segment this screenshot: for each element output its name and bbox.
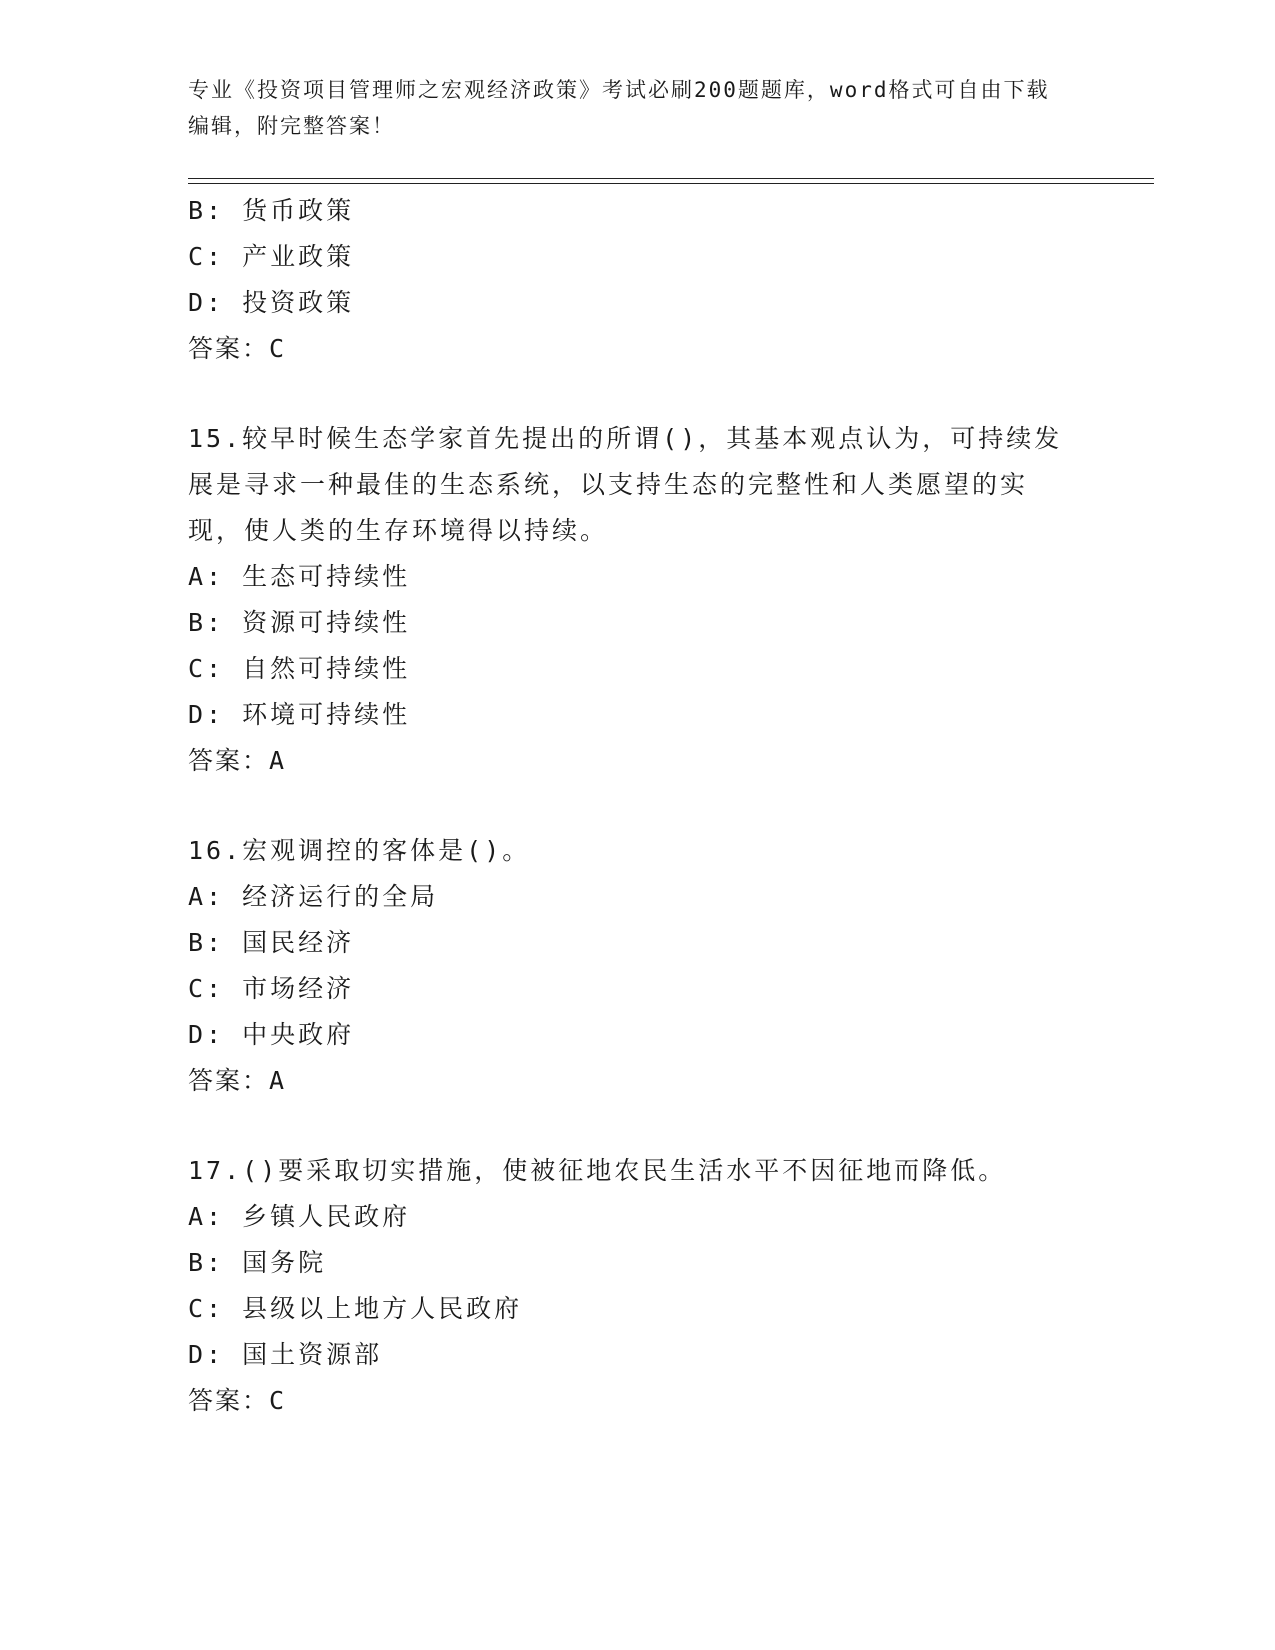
option-c [188, 966, 1088, 1012]
option-c [188, 234, 1088, 280]
option-c [188, 1286, 1088, 1332]
option-key: B: [188, 608, 225, 637]
option-b [188, 600, 1088, 646]
option-text: 货币政策 [242, 196, 355, 225]
answer-label: 答案： [188, 334, 270, 363]
question-14-tail [188, 188, 1088, 372]
option-d [188, 280, 1088, 326]
question-stem: 16.宏观调控的客体是()。 [188, 836, 531, 865]
option-text: 经济运行的全局 [242, 882, 439, 911]
header-divider-top [188, 178, 1154, 179]
option-key: D: [188, 288, 225, 317]
option-key: A: [188, 882, 225, 911]
answer-value: C [269, 334, 287, 363]
answer-label: 答案： [188, 1386, 270, 1415]
option-text: 资源可持续性 [242, 608, 411, 637]
option-key: D: [188, 700, 225, 729]
option-d [188, 1332, 1088, 1378]
question-16 [188, 828, 1088, 1104]
option-text: 生态可持续性 [242, 562, 411, 591]
header-divider-bottom [188, 183, 1154, 184]
option-a [188, 1194, 1088, 1240]
option-b [188, 1240, 1088, 1286]
option-key: A: [188, 562, 225, 591]
option-c [188, 646, 1088, 692]
answer-value: A [269, 746, 287, 775]
option-key: C: [188, 974, 225, 1003]
option-key: B: [188, 928, 225, 957]
question-stem: 17.()要采取切实措施，使被征地农民生活水平不因征地而降低。 [188, 1156, 1007, 1185]
option-key: A: [188, 1202, 225, 1231]
option-text: 投资政策 [242, 288, 355, 317]
answer-value: C [269, 1386, 287, 1415]
question-17 [188, 1148, 1088, 1424]
option-b [188, 920, 1088, 966]
option-text: 中央政府 [242, 1020, 355, 1049]
answer-value: A [269, 1066, 287, 1095]
answer-line [188, 1378, 1088, 1424]
option-text: 市场经济 [242, 974, 355, 1003]
answer-label: 答案： [188, 1066, 270, 1095]
option-text: 国民经济 [242, 928, 355, 957]
option-text: 国务院 [242, 1248, 327, 1277]
question-stem: 15.较早时候生态学家首先提出的所谓()，其基本观点认为，可持续发展是寻求一种最佳的生态系统，以支持生态的完整性和人类愿望的实现，使人类的生存环境得以持续。 [188, 424, 1063, 545]
option-key: B: [188, 1248, 225, 1277]
option-key: C: [188, 242, 225, 271]
option-a [188, 554, 1088, 600]
option-d [188, 692, 1088, 738]
answer-line [188, 1058, 1088, 1104]
question-15 [188, 416, 1088, 784]
answer-label: 答案： [188, 746, 270, 775]
option-text: 自然可持续性 [242, 654, 411, 683]
option-b [188, 188, 1088, 234]
option-text: 乡镇人民政府 [242, 1202, 411, 1231]
option-key: C: [188, 1294, 225, 1323]
option-a [188, 874, 1088, 920]
answer-line [188, 738, 1088, 784]
option-text: 产业政策 [242, 242, 355, 271]
option-key: D: [188, 1340, 225, 1369]
option-key: B: [188, 196, 225, 225]
answer-line [188, 326, 1088, 372]
option-d [188, 1012, 1088, 1058]
document-header: 专业《投资项目管理师之宏观经济政策》考试必刷200题题库，word格式可自由下载编辑，附完整答案！ [188, 78, 1050, 138]
option-key: C: [188, 654, 225, 683]
option-text: 县级以上地方人民政府 [242, 1294, 523, 1323]
document-body [188, 188, 1088, 1424]
option-text: 环境可持续性 [242, 700, 411, 729]
option-key: D: [188, 1020, 225, 1049]
option-text: 国土资源部 [242, 1340, 383, 1369]
